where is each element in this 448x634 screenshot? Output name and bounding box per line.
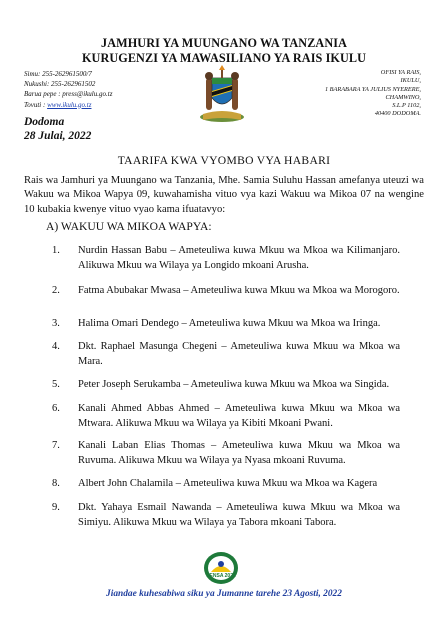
list-item-number: 1. xyxy=(52,245,60,256)
census-logo-text: SENSA 2022 xyxy=(206,573,236,579)
header-office: KURUGENZI YA MAWASILIANO YA RAIS IKULU xyxy=(81,51,367,65)
list-item: Nurdin Hassan Babu – Ameteuliwa kuwa Mkuu wa Mkoa wa Kilimanjaro. Alikuwa Mkuu wa Wilaya ya Longido mkoani Arusha. xyxy=(78,245,400,271)
address-line: CHAMWINO, xyxy=(385,93,421,101)
email-line xyxy=(24,89,112,99)
list-item-number: 3. xyxy=(52,318,60,329)
list-item: Halima Omari Dendego – Ameteuliwa kuwa Mkuu wa Mkoa wa Iringa. xyxy=(78,318,381,329)
section-heading: A) WAKUU WA MIKOA WAPYA: xyxy=(46,220,212,233)
address-block xyxy=(325,69,421,119)
date-text: 28 Julai, 2022 xyxy=(24,130,92,142)
header-country: JAMHURI YA MUUNGANO WA TANZANIA xyxy=(101,36,347,50)
address-line: 1 BARABARA YA JULIUS NYERERE, xyxy=(324,85,421,93)
list-item-number: 8. xyxy=(52,478,60,489)
email-value: press@ikulu.go.tz xyxy=(62,90,113,99)
list-item: Kanali Ahmed Abbas Ahmed – Ameteuliwa kuwa Mkuu wa Mkoa wa Mtwara. Alikuwa Mkuu wa Wilaya ya Kibiti Mkoani Pwani. xyxy=(78,403,400,429)
list-item-number: 7. xyxy=(52,440,60,451)
intro-paragraph: Rais wa Jamhuri ya Muungano wa Tanzania, Mhe. Samia Suluhu Hassan amefanya uteuzi wa Wakuu wa Mikoa Wapya 09, kuwahamisha vituo vya kazi Wakuu wa Mikoa 07 na wengine 10 kubakia kwenye vituo vyao kama ifuatavyo: xyxy=(24,175,424,215)
address-line: S.L.P 1102, xyxy=(392,102,421,110)
list-item: Fatma Abubakar Mwasa – Ameteuliwa kuwa Mkuu wa Mkoa wa Morogoro. xyxy=(78,285,400,296)
place-text: Dodoma xyxy=(24,116,65,128)
address-line: IKULU, xyxy=(400,77,421,85)
date-block xyxy=(24,115,91,143)
fax-line: Nukushi: 255-262961502 xyxy=(24,80,96,89)
list-item: Dkt. Yahaya Esmail Nawanda – Ameteuliwa kuwa Mkuu wa Mkoa wa Simiyu. Alikuwa Mkuu wa Wilaya ya Tabora mkoani Tabora. xyxy=(78,502,400,528)
list-item-number: 2. xyxy=(52,285,60,296)
contacts-block xyxy=(24,69,112,110)
address-line: OFISI YA RAIS, xyxy=(380,69,421,76)
footer-notice: Jiandae kuhesabiwa siku ya Jumanne tarehe 23 Agosti, 2022 xyxy=(106,589,342,599)
list-item-number: 9. xyxy=(52,502,60,513)
list-item: Dkt. Raphael Masunga Chegeni – Ameteuliwa kuwa Mkuu wa Mkoa wa Mara. xyxy=(78,341,400,367)
website-line xyxy=(24,100,112,110)
website-label: Tovuti : xyxy=(24,100,48,109)
list-item: Peter Joseph Serukamba – Ameteuliwa kuwa Mkuu wa Mkoa wa Singida. xyxy=(78,379,390,390)
list-item-number: 4. xyxy=(52,341,60,352)
document-title: TAARIFA KWA VYOMBO VYA HABARI xyxy=(117,154,331,167)
email-label: Barua pepe : xyxy=(24,90,63,99)
list-item-number: 5. xyxy=(52,379,60,390)
address-line: 40400 DODOMA. xyxy=(374,110,421,118)
list-item: Albert John Chalamila – Ameteuliwa kuwa Mkuu wa Mkoa wa Kagera xyxy=(78,478,378,489)
coat-of-arms-emblem xyxy=(197,64,247,128)
phone-line: Simu: 255-262961500/7 xyxy=(24,70,92,78)
census-logo xyxy=(202,551,240,585)
list-item-number: 6. xyxy=(52,403,60,414)
website-link[interactable]: www.ikulu.go.tz xyxy=(47,100,92,109)
list-item: Kanali Laban Elias Thomas – Ameteuliwa kuwa Mkuu wa Mkoa wa Ruvuma. Alikuwa Mkuu wa Wilaya ya Nyasa mkoani Ruvuma. xyxy=(78,440,400,466)
